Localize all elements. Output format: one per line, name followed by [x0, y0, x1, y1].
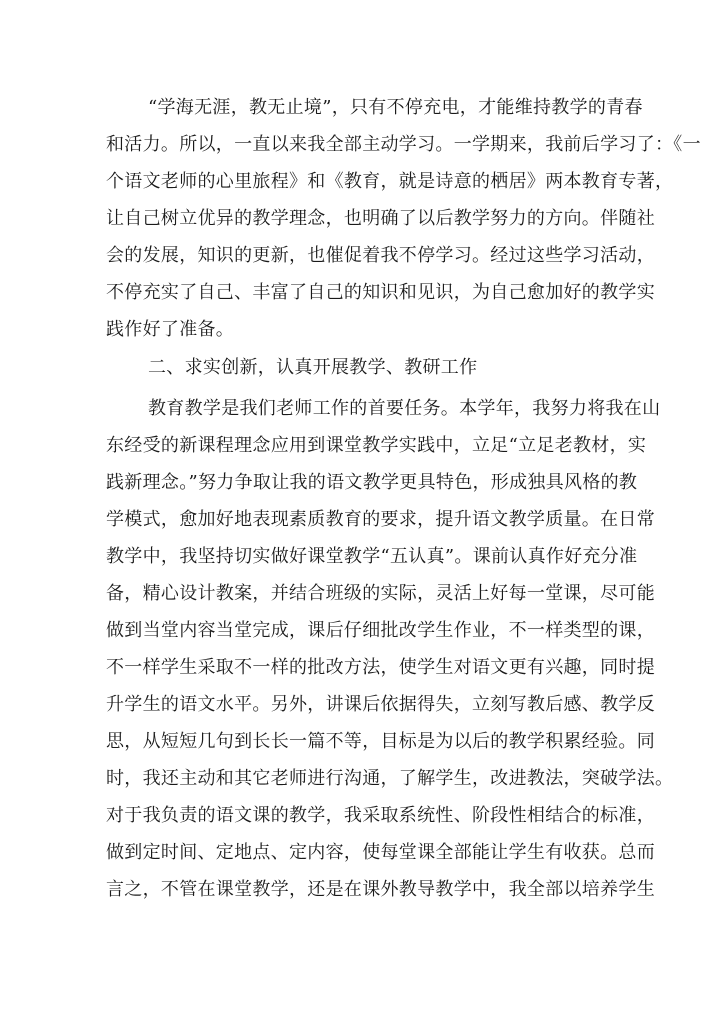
paragraph-2-line-6: 备，精心设计教案，并结合班级的实际，灵活上好每一堂课，尽可能	[106, 583, 655, 604]
paragraph-1-line-1: “学海无涯，教无止境”，只有不停充电，才能维持教学的青春	[148, 97, 643, 118]
paragraph-2-line-8: 不一样学生采取不一样的批改方法，使学生对语文更有兴趣，同时提	[106, 657, 655, 678]
paragraph-2-line-14: 言之，不管在课堂教学，还是在课外教导教学中，我全部以培养学生	[106, 879, 655, 900]
paragraph-2-line-4: 学模式，愈加好地表现素质教育的要求，提升语文教学质量。在日常	[106, 509, 655, 530]
paragraph-2-line-1: 教育教学是我们老师工作的首要任务。本学年，我努力将我在山	[148, 398, 661, 419]
paragraph-2-line-9: 升学生的语文水平。另外，讲课后依据得失，立刻写教后感、教学反	[106, 694, 655, 715]
paragraph-1-line-4: 让自己树立优异的教学理念，也明确了以后教学努力的方向。伴随社	[106, 208, 655, 229]
paragraph-2-line-5: 教学中，我坚持切实做好课堂教学“五认真”。课前认真作好充分准	[106, 546, 638, 567]
paragraph-1-line-2: 和活力。所以，一直以来我全部主动学习。一学期来，我前后学习了：《一	[106, 134, 701, 155]
paragraph-2-line-11: 时，我还主动和其它老师进行沟通，了解学生，改进教法，突破学法。	[106, 768, 674, 789]
paragraph-2-line-10: 思，从短短几句到长长一篇不等，目标是为以后的教学积累经验。同	[106, 731, 655, 752]
paragraph-1-line-6: 不停充实了自己、丰富了自己的知识和见识，为自己愈加好的教学实	[106, 282, 655, 303]
paragraph-2-line-3: 践新理念。”努力争取让我的语文教学更具特色，形成独具风格的教	[106, 472, 638, 493]
paragraph-2-line-12: 对于我负责的语文课的教学，我采取系统性、阶段性相结合的标准，	[106, 805, 655, 826]
section-heading: 二、求实创新，认真开展教学、教研工作	[148, 357, 478, 378]
paragraph-2-line-7: 做到当堂内容当堂完成，课后仔细批改学生作业，不一样类型的课，	[106, 620, 655, 641]
paragraph-2-line-2: 东经受的新课程理念应用到课堂教学实践中，立足“立足老教材，实	[106, 435, 647, 456]
paragraph-1-line-5: 会的发展，知识的更新，也催促着我不停学习。经过这些学习活动，	[106, 245, 655, 266]
paragraph-2-line-13: 做到定时间、定地点、定内容，使每堂课全部能让学生有收获。总而	[106, 842, 655, 863]
paragraph-1-line-3: 个语文老师的心里旅程》和《教育，就是诗意的栖居》两本教育专著，	[106, 171, 674, 192]
paragraph-1-line-7: 践作好了准备。	[106, 319, 235, 340]
